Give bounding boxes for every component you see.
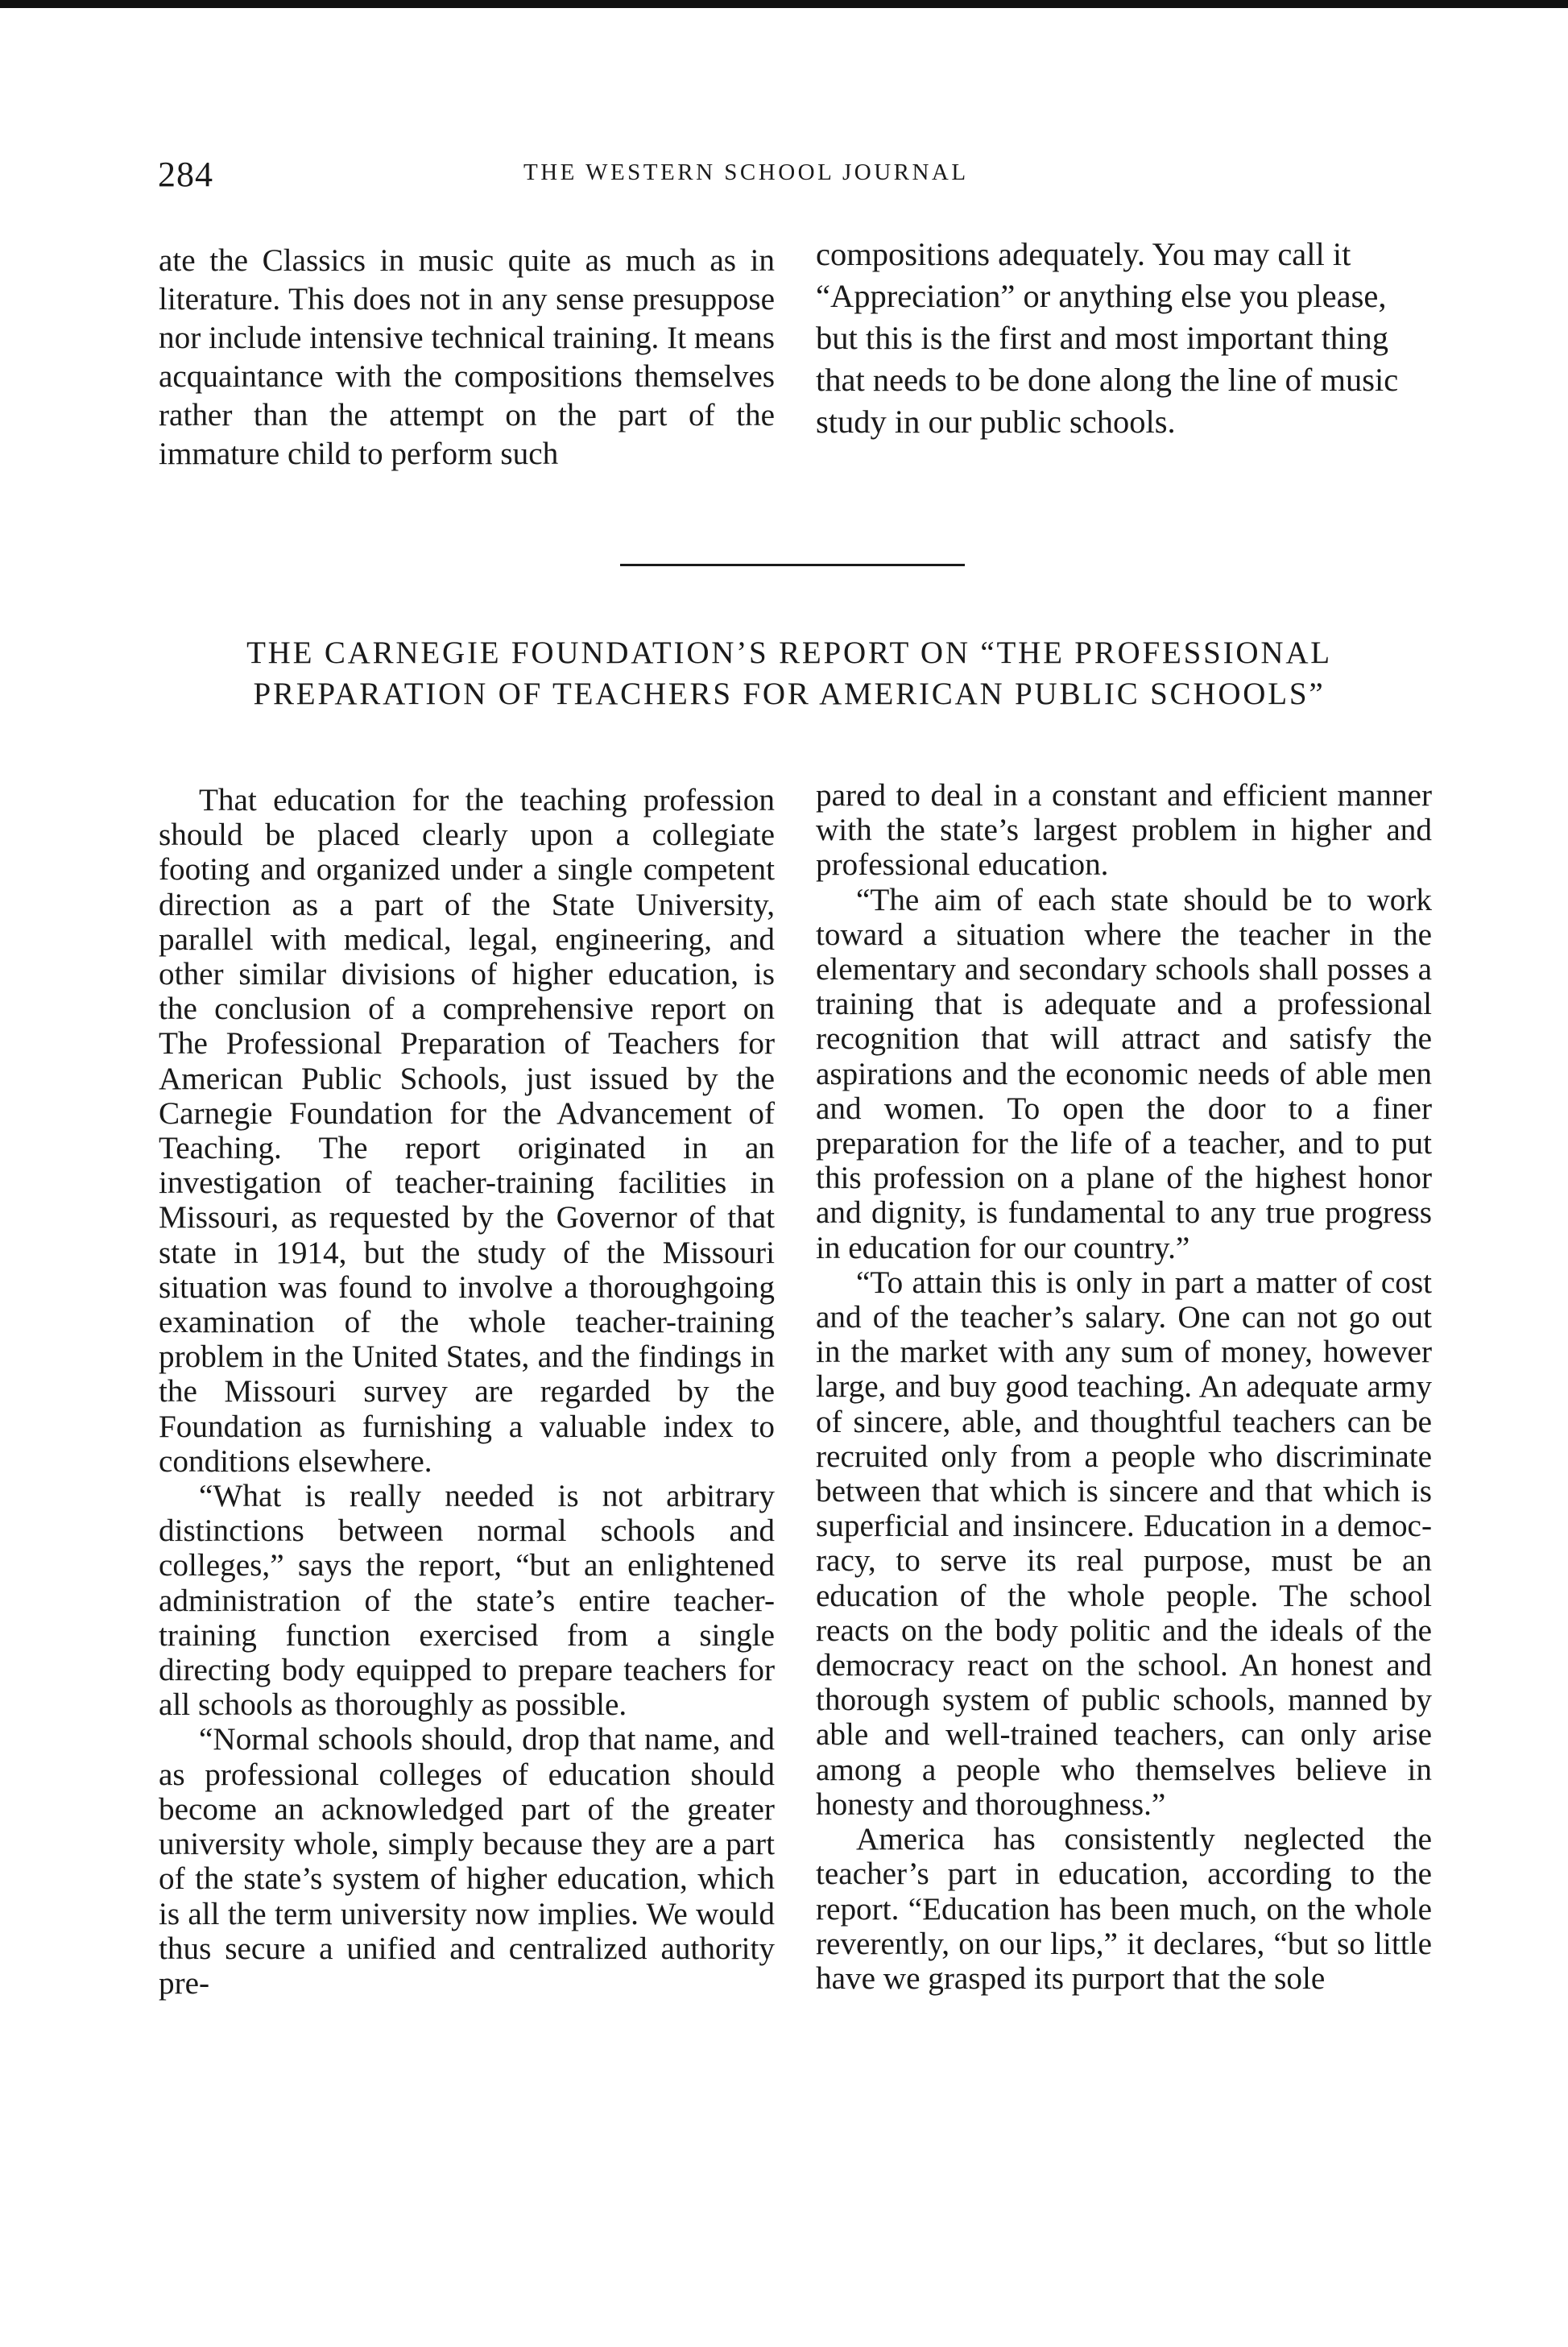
preceding-article-right-column bbox=[816, 234, 1432, 443]
paragraph: “What is really needed is not arbitrary distinctions between normal schools and colleges,” says the report, “but an enlightened administration of the state’s entire teacher-training function exercised from a single directing body equipped to prepare teachers for all schools as thoroughly as possible. bbox=[159, 1479, 775, 1723]
paragraph: “The aim of each state should be to work toward a situation where the teacher in the elementary and secondary schools shall posses a training that is adequate and a professional recognition that will attract and satisfy the aspirations and the economic needs of able men and women. To open the door to a finer preparation for the life of a teacher, and to put this profession on a plane of the highest honor and dignity, is fundamental to any true progress in education for our country.” bbox=[816, 882, 1432, 1265]
section-divider bbox=[620, 564, 965, 566]
page-number: 284 bbox=[158, 155, 213, 194]
article-right-column bbox=[816, 778, 1432, 1996]
paragraph: “Normal schools should, drop that name, and as professional colleges of education should become an acknowledged part of the greater university whole, simply because they are a part of the state’s system of higher education, which is all the term university now implies. We would thus secure a unified and centralized authority pre- bbox=[159, 1722, 775, 2001]
paragraph: “To attain this is only in part a matter of cost and of the teacher’s salary. One can not go out in the market with any sum of money, however large, and buy good teaching. An adequate army of sincere, able, and thoughtful teachers can be recruited only from a people who discriminate between that which is sincere and that which is superficial and insincere. Education in a democracy, to serve its real purpose, must be an education of the whole people. The school reacts on the body politic and the ideals of the democracy react on the school. An honest and thorough system of public schools, manned by able and well-trained teachers, can only arise among a people who themselves believe in honesty and thoroughness.” bbox=[816, 1265, 1432, 1822]
preceding-article-left-text: ate the Classics in music quite as much as in literature. This does not in any sense presuppose nor include intensive technical training. It means acquaintance with the compositions themselves rather than the attempt on the part of the immature child to perform such bbox=[159, 243, 775, 471]
preceding-article-right-text: compositions adequately. You may call it “Appreciation” or anything else you please, but this is the first and most important thing that needs to be done along the line of music study in our public schools. bbox=[816, 236, 1399, 440]
preceding-article-left-column bbox=[159, 242, 775, 474]
article-left-column bbox=[159, 783, 775, 2001]
scan-top-border bbox=[0, 0, 1568, 8]
article-title: THE CARNEGIE FOUNDATION’S REPORT ON “THE PROFESSIONAL PREPARATION OF TEACHERS FOR AMERICAN PUBLIC SCHOOLS” bbox=[246, 635, 1332, 711]
paragraph: pared to deal in a constant and efficient manner with the state’s largest problem in higher and professional education. bbox=[816, 778, 1432, 883]
paragraph: America has consistently neglected the teacher’s part in education, according to the report. “Education has been much, on the whole reverently, on our lips,” it declares, “but so little have we grasped its purport that the sole bbox=[816, 1822, 1432, 1996]
running-head: THE WESTERN SCHOOL JOURNAL bbox=[523, 159, 969, 185]
paragraph: That education for the teaching profession should be placed clearly upon a collegiate footing and organized under a single competent direction as a part of the State University, parallel with medical, legal, engineering, and other similar divisions of higher education, is the conclusion of a comprehensive report on The Professional Preparation of Teachers for American Public Schools, just issued by the Carnegie Foundation for the Advancement of Teaching. The report originated in an investigation of teacher-training facilities in Missouri, as requested by the Governor of that state in 1914, but the study of the Missouri situation was found to involve a thoroughgoing examination of the whole teacher-training problem in the United States, and the findings in the Missouri survey are regarded by the Foundation as furnishing a valuable index to conditions elsewhere. bbox=[159, 783, 775, 1479]
